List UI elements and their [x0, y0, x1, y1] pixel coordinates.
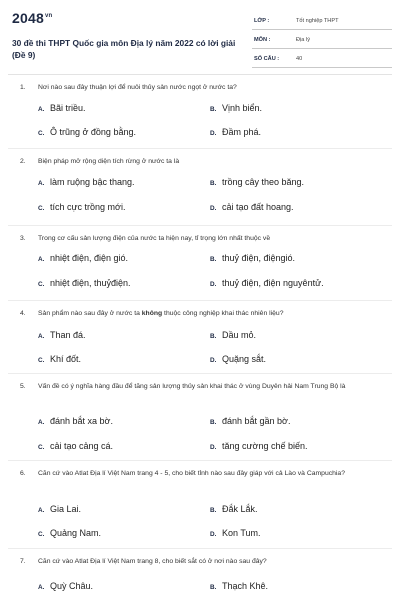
option-key: C.	[38, 281, 45, 288]
document-meta	[252, 14, 392, 71]
option-text: Bãi triều.	[50, 103, 86, 113]
option-key: A.	[38, 333, 45, 340]
meta-label: LỚP :	[254, 18, 270, 24]
emphasis-word: không	[141, 310, 163, 317]
option-text: Gia Lai.	[50, 504, 82, 514]
option-b[interactable]	[210, 253, 295, 263]
option-b[interactable]	[210, 177, 304, 187]
option-text: thuỷ điện, điệngió.	[222, 253, 296, 263]
option-key: C.	[38, 531, 45, 538]
option-key: C.	[38, 357, 45, 364]
option-key: A.	[38, 106, 45, 113]
option-key: D.	[210, 205, 217, 212]
logo-suffix: vn	[44, 13, 53, 20]
option-key: B.	[210, 584, 217, 591]
option-key: C.	[38, 130, 45, 137]
question-number: 3.	[20, 235, 26, 242]
question-text: Vấn đề có ý nghĩa hàng đầu để tăng sản lượng thủy sản khai thác ở vùng Duyên hải Nam Trung Bộ là	[38, 383, 346, 390]
question-stem	[20, 233, 390, 244]
question-divider	[8, 225, 392, 226]
question-number: 5.	[20, 383, 26, 390]
document-header	[12, 8, 388, 68]
option-text: nhiệt điện, điện gió.	[50, 253, 129, 263]
question-number: 1.	[20, 84, 26, 91]
option-text: Quảng Nam.	[50, 528, 102, 538]
question-text: Biện pháp mở rộng diện tích rừng ở nước ta là	[38, 158, 180, 165]
option-text: Khí đốt.	[50, 354, 82, 364]
question-divider	[8, 148, 392, 149]
option-key: D.	[210, 444, 217, 451]
option-text: tích cực trồng mới.	[50, 202, 126, 212]
option-key: A.	[38, 180, 45, 187]
option-b[interactable]	[210, 581, 268, 591]
meta-value: Địa lý	[296, 37, 310, 43]
question-number: 6.	[20, 470, 26, 477]
meta-value: 40	[296, 56, 303, 62]
option-key: C.	[38, 444, 45, 451]
option-d[interactable]	[210, 528, 261, 538]
option-b[interactable]	[210, 103, 262, 113]
option-b[interactable]	[210, 504, 258, 514]
question-text: Căn cứ vào Atlat Địa lí Việt Nam trang 8, cho biết sắt có ở nơi nào sau đây?	[38, 558, 267, 565]
option-c[interactable]	[38, 202, 125, 212]
option-key: A.	[38, 419, 45, 426]
question-number: 4.	[20, 310, 26, 317]
option-a[interactable]	[38, 253, 128, 263]
question-7	[20, 556, 390, 591]
option-b[interactable]	[210, 416, 290, 426]
option-key: A.	[38, 507, 45, 514]
question-number: 7.	[20, 558, 26, 565]
question-2	[20, 156, 390, 212]
question-stem	[20, 381, 390, 392]
option-a[interactable]	[38, 103, 86, 113]
option-key: D.	[210, 130, 217, 137]
option-key: B.	[210, 507, 217, 514]
option-key: B.	[210, 180, 217, 187]
header-divider	[8, 74, 392, 75]
question-5	[20, 381, 390, 451]
option-key: B.	[210, 106, 217, 113]
question-stem	[20, 556, 390, 567]
option-a[interactable]	[38, 504, 81, 514]
option-c[interactable]	[38, 127, 136, 137]
meta-row-class	[252, 14, 392, 30]
option-text: Đắk Lắk.	[222, 504, 258, 514]
question-3	[20, 233, 390, 288]
option-d[interactable]	[210, 127, 261, 137]
option-c[interactable]	[38, 441, 113, 451]
option-text: Dầu mỏ.	[222, 330, 257, 340]
question-stem	[20, 308, 390, 319]
question-text: Căn cứ vào Atlat Địa lí Việt Nam trang 4 - 5, cho biết tỉnh nào sau đây giáp với cả Lào và Campuchia?	[38, 470, 345, 477]
document-title: 30 đề thi THPT Quốc gia môn Địa lý năm 2022 có lời giải (Đề 9)	[12, 38, 236, 60]
option-text: cải tạo cảng cá.	[50, 441, 114, 451]
option-a[interactable]	[38, 177, 135, 187]
option-a[interactable]	[38, 330, 86, 340]
meta-row-subject	[252, 33, 392, 49]
option-text: Kon Tum.	[222, 528, 261, 538]
option-key: B.	[210, 256, 217, 263]
question-stem	[20, 468, 390, 479]
option-text: đánh bắt xa bờ.	[50, 416, 113, 426]
question-text	[38, 308, 378, 319]
meta-label: SỐ CÂU :	[254, 56, 280, 62]
option-d[interactable]	[210, 354, 266, 364]
option-c[interactable]	[38, 354, 81, 364]
option-text: đánh bắt gần bờ.	[222, 416, 291, 426]
question-text: Nơi nào sau đây thuận lợi để nuôi thủy sản nước ngọt ở nước ta?	[38, 84, 237, 91]
option-text: Đầm phá.	[222, 127, 262, 137]
question-divider	[8, 300, 392, 301]
option-key: A.	[38, 584, 45, 591]
option-text: Vịnh biển.	[222, 103, 263, 113]
option-key: A.	[38, 256, 45, 263]
option-key: B.	[210, 419, 217, 426]
meta-value: Tốt nghiệp THPT	[296, 18, 339, 24]
meta-label: MÔN :	[254, 37, 271, 43]
question-number: 2.	[20, 158, 26, 165]
question-divider	[8, 373, 392, 374]
question-6	[20, 468, 390, 538]
option-d[interactable]	[210, 202, 294, 212]
option-text: nhiệt điện, thuỷđiện.	[50, 278, 131, 288]
option-text: Thạch Khê.	[222, 581, 269, 591]
option-key: D.	[210, 531, 217, 538]
site-logo[interactable]	[12, 10, 52, 26]
question-stem	[20, 156, 390, 167]
meta-row-count	[252, 52, 392, 68]
question-divider	[8, 460, 392, 461]
question-divider	[8, 548, 392, 549]
option-c[interactable]	[38, 278, 131, 288]
option-d[interactable]	[210, 278, 324, 288]
option-text: thuỷ điện, điện nguyêntử.	[222, 278, 324, 288]
option-key: C.	[38, 205, 45, 212]
option-text: Ô trũng ở đồng bằng.	[50, 127, 136, 137]
option-b[interactable]	[210, 330, 256, 340]
option-text: tăng cường chế biến.	[222, 441, 308, 451]
option-a[interactable]	[38, 581, 93, 591]
option-text: làm ruộng bậc thang.	[50, 177, 135, 187]
option-a[interactable]	[38, 416, 113, 426]
option-d[interactable]	[210, 441, 307, 451]
question-stem	[20, 82, 390, 93]
question-text-end: thuộc công nghiệp khai thác nhiên liệu?	[162, 310, 284, 317]
question-1	[20, 82, 390, 137]
option-text: Quỳ Châu.	[50, 581, 94, 591]
logo-text: 2048	[12, 10, 44, 26]
option-text: trồng cây theo băng.	[222, 177, 305, 187]
option-key: B.	[210, 333, 217, 340]
question-4	[20, 308, 390, 364]
option-key: D.	[210, 281, 217, 288]
question-text: Trong cơ cấu sản lượng điện của nước ta hiện nay, tỉ trọng lớn nhất thuộc về	[38, 235, 271, 242]
option-c[interactable]	[38, 528, 101, 538]
option-text: cải tạo đất hoang.	[222, 202, 294, 212]
option-key: D.	[210, 357, 217, 364]
option-text: Than đá.	[50, 330, 86, 340]
option-text: Quặng sắt.	[222, 354, 267, 364]
question-text-start: Sản phẩm nào sau đây ở nước ta	[38, 310, 142, 317]
